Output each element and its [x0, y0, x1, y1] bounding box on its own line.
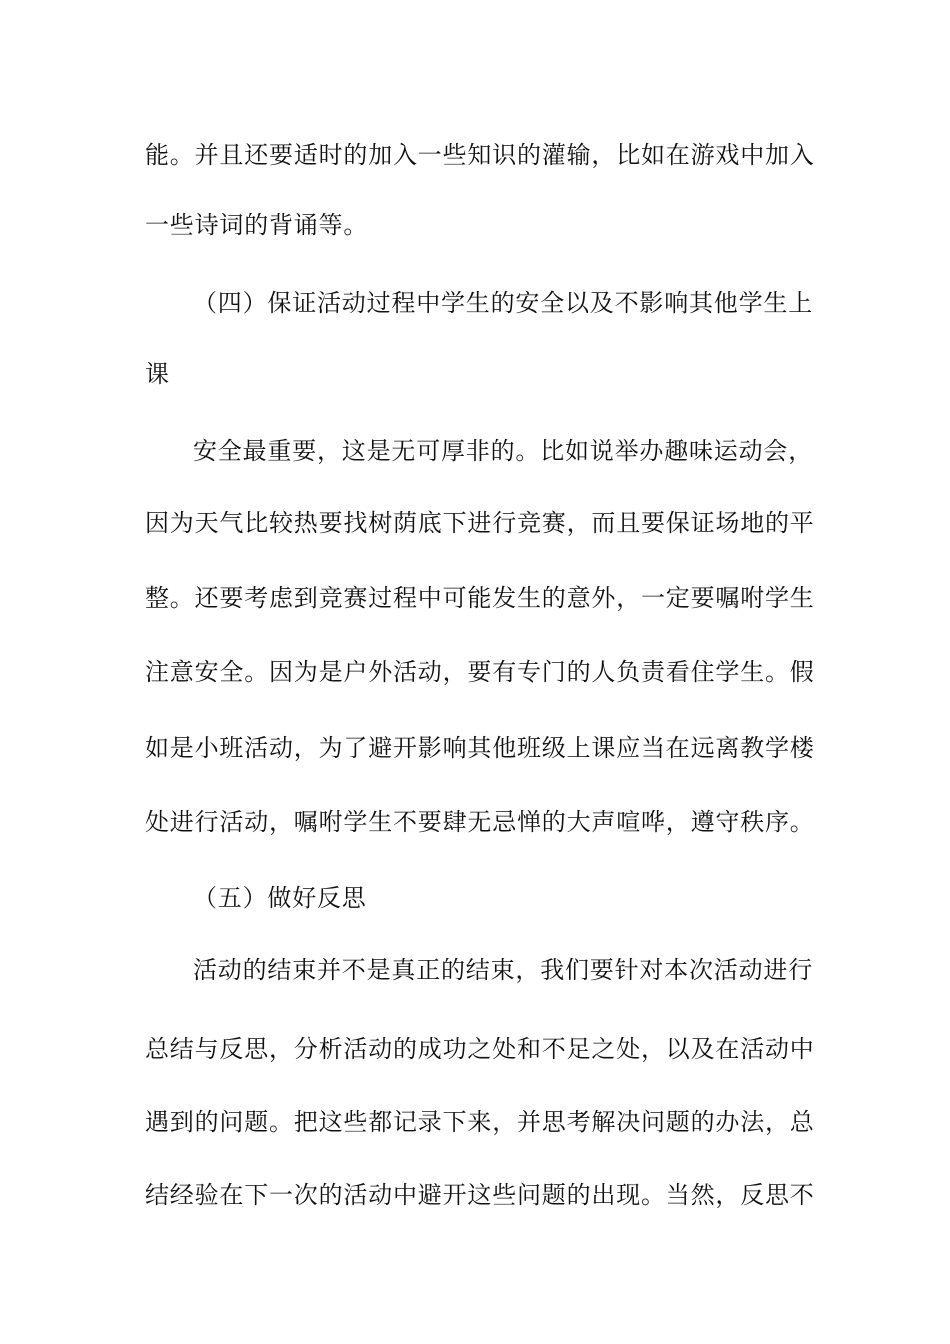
text-line: 一些诗词的背诵等。	[145, 211, 369, 239]
text-line: 总结与反思，分析活动的成功之处和不足之处，以及在活动中	[145, 1035, 815, 1063]
section-heading: （五）做好反思	[193, 884, 367, 912]
text-line: 能。并且还要适时的加入一些知识的灌输，比如在游戏中加入	[145, 141, 815, 169]
text-line: 遇到的问题。把这些都记录下来，并思考解决问题的办法，总	[145, 1108, 815, 1136]
text-line: 处进行活动，嘱咐学生不要肆无忌惮的大声喧哗，遵守秩序。	[145, 808, 815, 836]
paragraph-first-line: 活动的结束并不是真正的结束，我们要针对本次活动进行	[193, 956, 813, 984]
section-heading: （四）保证活动过程中学生的安全以及不影响其他学生上	[193, 289, 813, 317]
text-line: 如是小班活动，为了避开影响其他班级上课应当在远离教学楼	[145, 734, 815, 762]
text-line: 整。还要考虑到竞赛过程中可能发生的意外，一定要嘱咐学生	[145, 584, 815, 612]
text-line: 结经验在下一次的活动中避开这些问题的出现。当然，反思不	[145, 1181, 815, 1209]
text-line: 因为天气比较热要找树荫底下进行竞赛，而且要保证场地的平	[145, 509, 815, 537]
section-heading-continuation: 课	[145, 360, 170, 388]
text-line: 注意安全。因为是户外活动，要有专门的人负责看住学生。假	[145, 658, 815, 686]
paragraph-first-line: 安全最重要，这是无可厚非的。比如说举办趣味运动会，	[193, 437, 813, 465]
